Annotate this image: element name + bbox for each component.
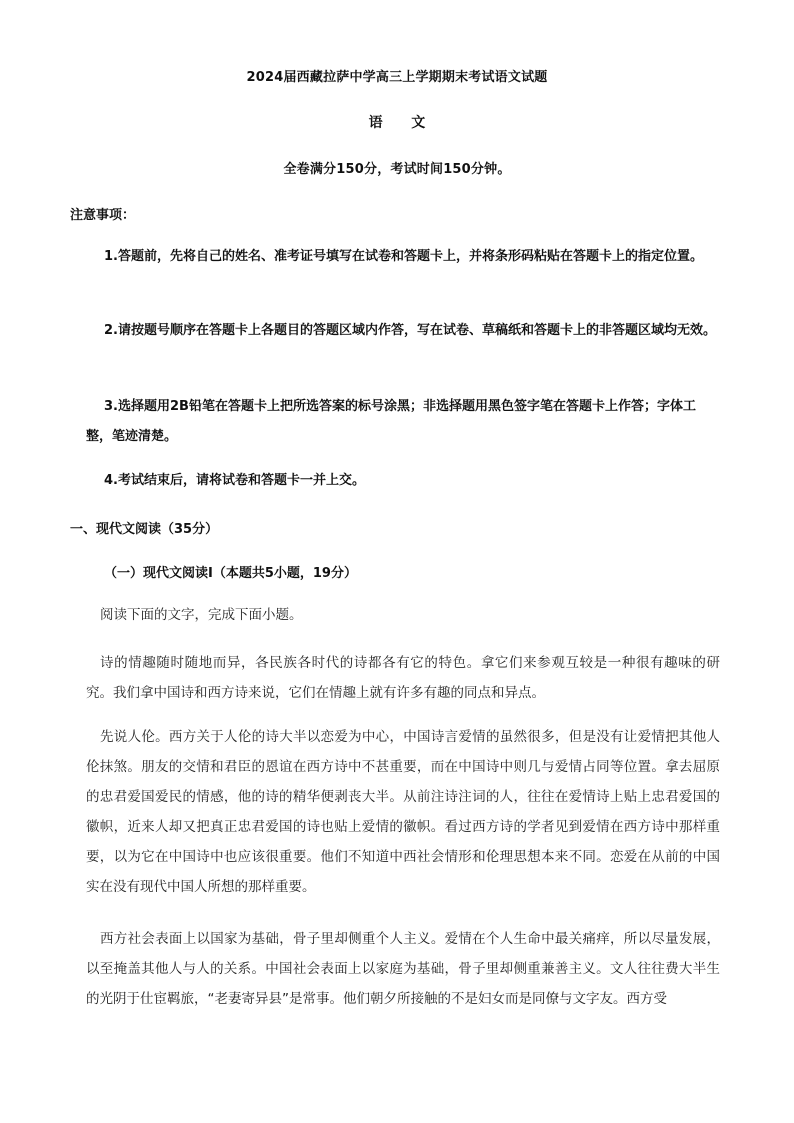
- section-heading: 一、现代文阅读（35分）: [70, 522, 219, 537]
- subject-title: 语 文: [368, 115, 426, 131]
- notice-item-1: 1.答题前，先将自己的姓名、准考证号填写在试卷和答题卡上，并将条形码粘贴在答题卡上的指定位置。: [104, 249, 703, 264]
- notice-item-4: 4.考试结束后，请将试卷和答题卡一并上交。: [104, 473, 365, 488]
- passage-paragraph-3: 西方社会表面上以国家为基础，骨子里却侧重个人主义。爱情在个人生命中最关痛痒，所以尽量发展，以至掩盖其他人与人的关系。中国社会表面上以家庭为基础，骨子里却侧重兼善主义。文人往往费大半生的光阴于仕宦羁旅，“老妻寄异县”是常事。他们朝夕所接触的不是妇女而是同僚与文字友。西方受: [86, 931, 720, 1007]
- section-subheading: （一）现代文阅读Ⅰ（本题共5小题，19分）: [104, 566, 357, 581]
- passage-paragraph-1: 诗的情趣随时随地而异，各民族各时代的诗都各有它的特色。拿它们来参观互较是一种很有趣味的研究。我们拿中国诗和西方诗来说，它们在情趣上就有许多有趣的同点和异点。: [86, 655, 720, 701]
- document-title: 2024届西藏拉萨中学高三上学期期末考试语文试题: [246, 70, 548, 85]
- reading-instruction: 阅读下面的文字，完成下面小题。: [100, 607, 303, 623]
- notice-item-2: 2.请按题号顺序在答题卡上各题目的答题区域内作答，写在试卷、草稿纸和答题卡上的非答题区域均无效。: [104, 323, 716, 338]
- notice-item-3: 3.选择题用2B铅笔在答题卡上把所选答案的标号涂黑；非选择题用黑色签字笔在答题卡上作答；字体工整，笔迹清楚。: [86, 399, 696, 444]
- notice-heading: 注意事项：: [70, 208, 136, 223]
- exam-info: 全卷满分150分，考试时间150分钟。: [283, 162, 511, 177]
- passage-paragraph-2: 先说人伦。西方关于人伦的诗大半以恋爱为中心，中国诗言爱情的虽然很多，但是没有让爱情把其他人伦抹煞。朋友的交情和君臣的恩谊在西方诗中不甚重要，而在中国诗中则几与爱情占同等位置。拿去屈原的忠君爱国爱民的情感，他的诗的精华便剥丧大半。从前注诗注词的人，往往在爱情诗上贴上忠君爱国的徽帜，近来人却又把真正忠君爱国的诗也贴上爱情的徽帜。看过西方诗的学者见到爱情在西方诗中那样重要，以为它在中国诗中也应该很重要。他们不知道中西社会情形和伦理思想本来不同。恋爱在从前的中国实在没有现代中国人所想的那样重要。: [86, 729, 720, 895]
